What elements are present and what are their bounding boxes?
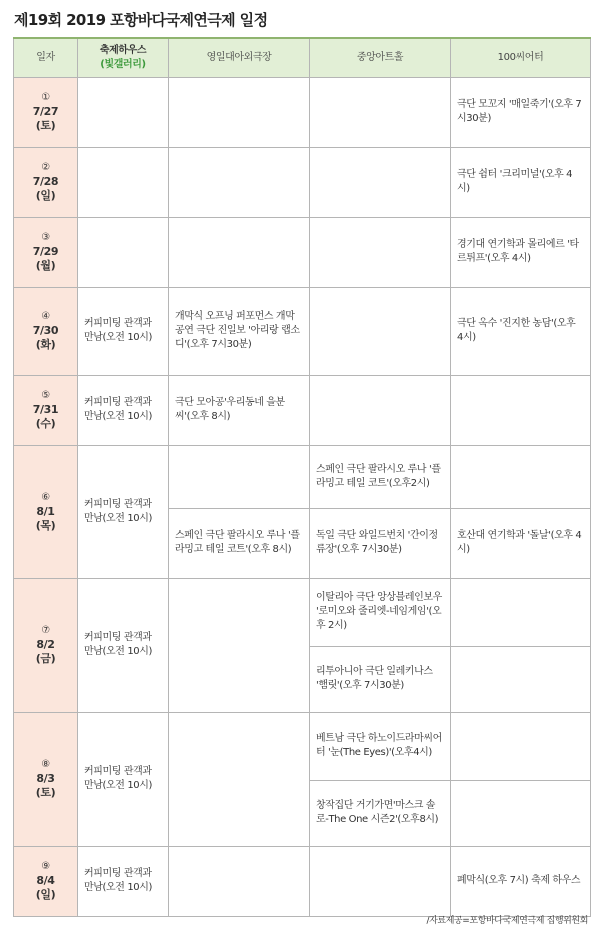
schedule-table [13, 37, 591, 917]
day-of-week: (월) [35, 259, 56, 272]
central-cell: 리투아니아 극단 일레키나스 '햄릿'(오후 7시30분) [310, 646, 451, 712]
day-of-week: (목) [35, 518, 56, 532]
festival-house-cell: 커피미팅 관객과 만남(오전 10시) [78, 578, 169, 712]
date-cell [14, 846, 78, 916]
festival-house-cell: 커피미팅 관객과 만남(오전 10시) [78, 712, 169, 846]
central-cell [310, 287, 451, 375]
yeongil-cell [169, 77, 310, 147]
header-100-theater: 100씨어터 [451, 38, 591, 77]
day-number: ⑦ [41, 625, 50, 636]
central-cell: 독일 극단 와일드번치 '간이정류장'(오후 7시30분) [310, 508, 451, 578]
date-cell [14, 375, 78, 445]
table-row [14, 287, 591, 375]
theater100-cell: 경기대 연기학과 몰리에르 '타르튀프'(오후 4시) [451, 217, 591, 287]
central-cell [310, 147, 451, 217]
central-cell: 스페인 극단 팔라시오 루나 '플라밍고 테일 코트'(오후2시) [310, 445, 451, 508]
day-of-week: (토) [35, 786, 56, 799]
header-festival-house [78, 38, 169, 77]
table-row [14, 77, 591, 147]
day-date: 7/29 [32, 245, 59, 258]
header-row [14, 38, 591, 77]
day-number: ⑨ [41, 861, 50, 872]
theater100-cell [451, 578, 591, 646]
day-number: ③ [41, 232, 50, 243]
festival-house-cell: 커피미팅 관객과 만남(오전 10시) [78, 445, 169, 578]
theater100-cell: 극단 쉼터 '크리미널'(오후 4시) [451, 147, 591, 217]
theater100-cell [451, 445, 591, 508]
source-credit: /자료제공=포항바다국제연극제 집행위원회 [426, 916, 588, 926]
table-row [14, 712, 591, 780]
day-of-week: (금) [35, 652, 56, 665]
table-row [14, 846, 591, 916]
theater100-cell: 극단 모꼬지 '매일죽기'(오후 7시30분) [451, 77, 591, 147]
festival-house-cell [78, 217, 169, 287]
table-row [14, 217, 591, 287]
day-of-week: (수) [35, 417, 56, 430]
day-date: 7/31 [32, 403, 59, 416]
day-number: ② [41, 162, 50, 173]
central-cell: 창작집단 거기가면'마스크 솔로-The One 시즌2'(오후8시) [310, 780, 451, 846]
central-cell: 베트남 극단 하노이드라마씨어터 '눈(The Eyes)'(오후4시) [310, 712, 451, 780]
header-central-art-hall: 중앙아트홀 [310, 38, 451, 77]
day-date: 8/3 [36, 772, 55, 785]
day-of-week: (일) [35, 189, 56, 202]
day-date: 8/4 [36, 874, 55, 887]
header-yeongil-theater: 영일대아외극장 [169, 38, 310, 77]
theater100-cell [451, 712, 591, 780]
day-number: ⑤ [41, 390, 50, 401]
central-cell [310, 375, 451, 445]
day-number: ④ [41, 311, 50, 322]
theater100-cell: 극단 옥수 '진지한 농담'(오후 4시) [451, 287, 591, 375]
page-title: 제19회 2019 포항바다국제연극제 일정 [14, 11, 268, 29]
header-date: 일자 [14, 38, 78, 77]
table-row [14, 375, 591, 445]
yeongil-cell: 스페인 극단 팔라시오 루나 '플라밍고 테일 코트'(오후 8시) [169, 508, 310, 578]
date-cell [14, 287, 78, 375]
central-cell: 이탈리아 극단 앙상블레인보우 '로미오와 줄리엣-네임게임'(오후 2시) [310, 578, 451, 646]
date-cell [14, 217, 78, 287]
day-date: 7/30 [32, 324, 59, 337]
central-cell [310, 217, 451, 287]
yeongil-cell [169, 712, 310, 846]
yeongil-cell [169, 147, 310, 217]
day-number: ① [41, 92, 50, 103]
theater100-cell [451, 375, 591, 445]
festival-house-cell [78, 77, 169, 147]
festival-house-cell: 커피미팅 관객과 만남(오전 10시) [78, 375, 169, 445]
header-festival-house-label: 축제하우스 [99, 44, 147, 56]
table-row [14, 445, 591, 508]
day-date: 7/28 [32, 175, 59, 188]
day-date: 8/2 [36, 638, 55, 651]
day-date: 8/1 [36, 504, 55, 518]
festival-house-cell: 커피미팅 관객과 만남(오전 10시) [78, 846, 169, 916]
festival-house-cell: 커피미팅 관객과 만남(오전 10시) [78, 287, 169, 375]
date-cell [14, 578, 78, 712]
table-row [14, 147, 591, 217]
theater100-cell [451, 780, 591, 846]
yeongil-cell: 개막식 오프닝 퍼포먼스 개막공연 극단 진일보 '아리랑 랩소디'(오후 7시30분) [169, 287, 310, 375]
day-of-week: (토) [35, 119, 56, 132]
yeongil-cell [169, 217, 310, 287]
central-cell [310, 77, 451, 147]
date-cell [14, 712, 78, 846]
day-of-week: (일) [35, 888, 56, 901]
date-cell [14, 147, 78, 217]
theater100-cell: 폐막식(오후 7시) 축제 하우스 [451, 846, 591, 916]
yeongil-cell [169, 578, 310, 712]
central-cell [310, 846, 451, 916]
day-number: ⑧ [41, 759, 50, 770]
date-cell [14, 445, 78, 578]
day-of-week: (화) [35, 338, 56, 351]
festival-house-cell [78, 147, 169, 217]
table-row [14, 578, 591, 646]
date-cell [14, 77, 78, 147]
yeongil-cell [169, 445, 310, 508]
yeongil-cell: 극단 모아공'우리동네 을분씨'(오후 8시) [169, 375, 310, 445]
theater100-cell [451, 646, 591, 712]
day-number: ⑥ [41, 491, 50, 503]
header-festival-house-sub: (빛갤러리) [100, 58, 146, 70]
theater100-cell: 호산대 연기학과 '돌날'(오후 4시) [451, 508, 591, 578]
day-date: 7/27 [32, 105, 59, 118]
yeongil-cell [169, 846, 310, 916]
